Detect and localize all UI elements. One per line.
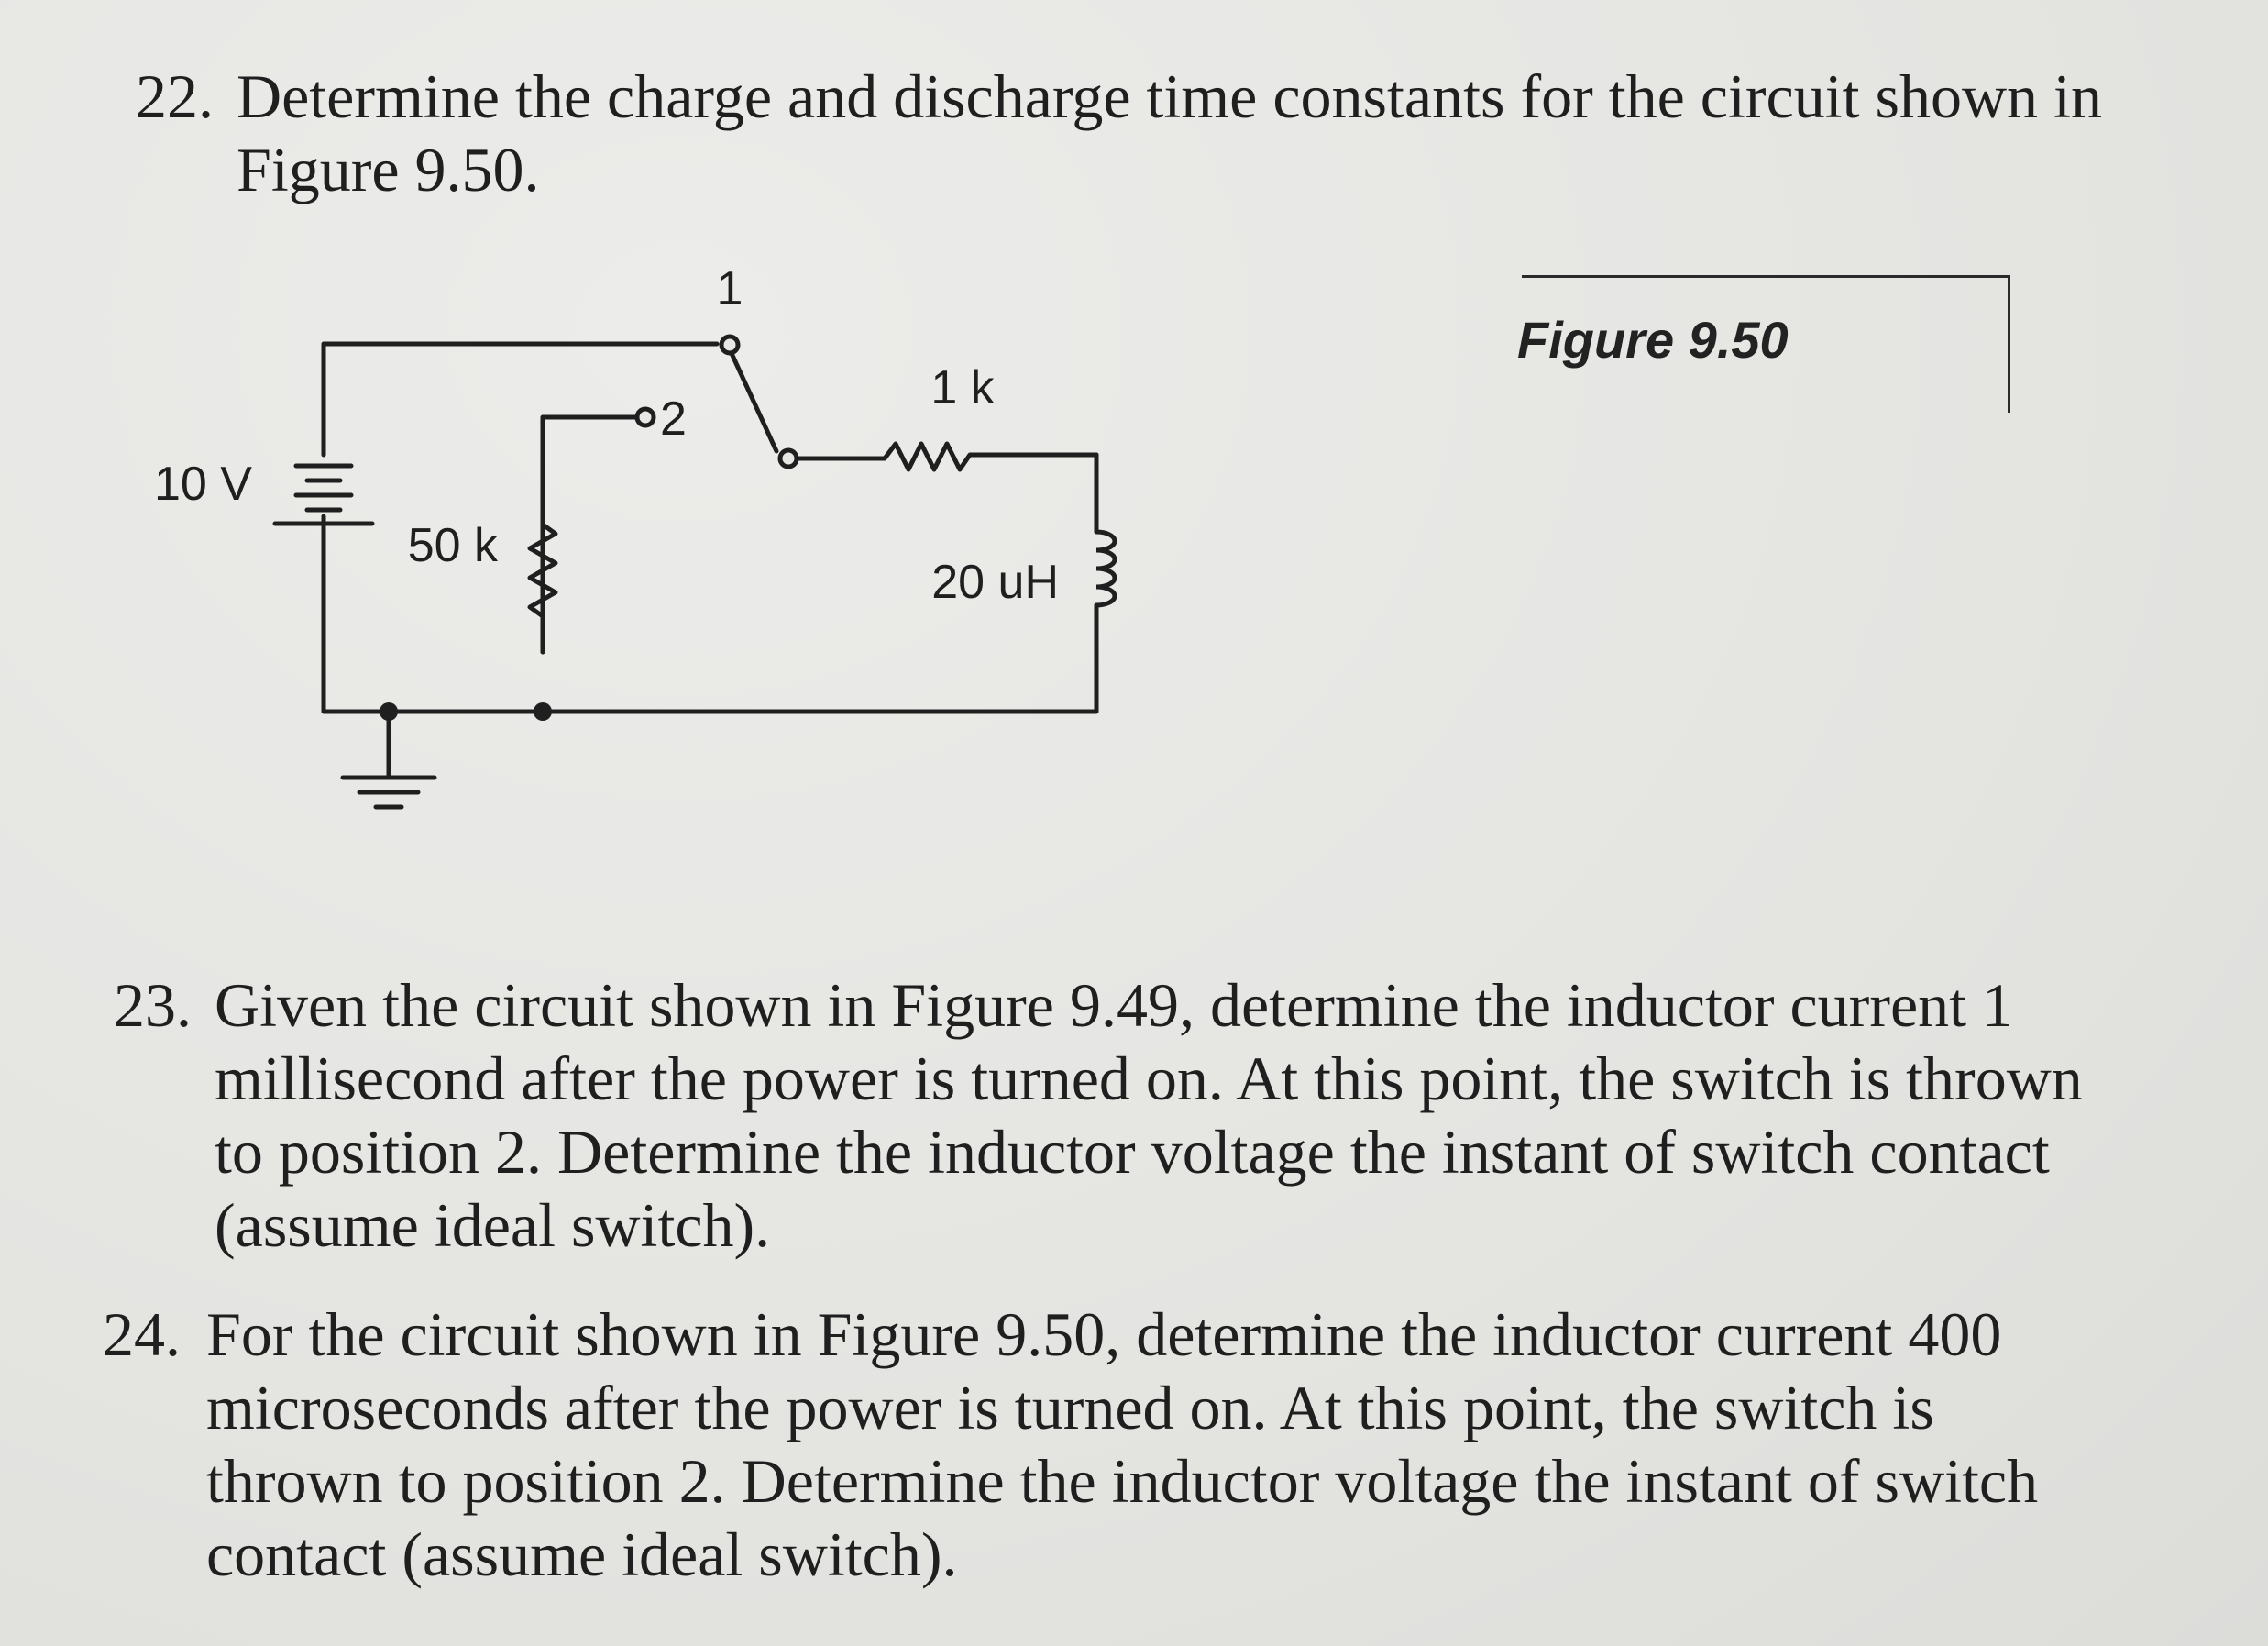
- problem-line: Determine the charge and discharge time constants for the circuit shown in: [237, 61, 2102, 131]
- problem-line: contact (assume ideal switch).: [206, 1519, 958, 1589]
- problem-text: [215, 968, 2231, 1262]
- switch-terminal-2: [637, 409, 654, 425]
- problem-line: to position 2. Determine the inductor voltage the instant of switch contact: [215, 1117, 2050, 1187]
- label-switch-1: 1: [716, 262, 743, 315]
- problem-line: thrown to position 2. Determine the inductor voltage the instant of switch: [206, 1446, 2039, 1516]
- problem-text: [206, 1298, 2223, 1591]
- label-50k: 50 k: [407, 519, 498, 572]
- inductor-20uh: [1096, 532, 1115, 605]
- junction-dot: [380, 702, 398, 721]
- figure-caption: Figure 9.50: [1517, 311, 1789, 369]
- switch-terminal-1: [721, 337, 738, 353]
- ground-symbol: [343, 778, 435, 807]
- problem-line: Given the circuit shown in Figure 9.49, determine the inductor current 1: [215, 970, 2014, 1040]
- resistor-1k: [875, 444, 981, 469]
- problem-line: (assume ideal switch).: [215, 1190, 771, 1260]
- label-20uh: 20 uH: [931, 556, 1059, 609]
- switch-common-terminal: [780, 450, 797, 467]
- junction-dot: [534, 702, 552, 721]
- problem-line: For the circuit shown in Figure 9.50, determine the inductor current 400: [206, 1299, 2002, 1369]
- figure-rule-right: [2008, 275, 2010, 413]
- figure-rule-top: [1522, 275, 2009, 278]
- switch-blade: [730, 349, 776, 451]
- problem-line: Figure 9.50.: [237, 135, 540, 204]
- label-1k: 1 k: [930, 361, 995, 414]
- problem-line: millisecond after the power is turned on. At this point, the switch is thrown: [215, 1044, 2083, 1113]
- problem-number: 23.: [114, 970, 192, 1040]
- problem-number: 22.: [136, 61, 214, 131]
- wire-top-left: [324, 344, 717, 455]
- label-10v: 10 V: [154, 458, 252, 511]
- problem-line: microseconds after the power is turned on. At this point, the switch is: [206, 1373, 1934, 1442]
- problem-number: 24.: [103, 1299, 181, 1369]
- label-switch-2: 2: [660, 392, 687, 446]
